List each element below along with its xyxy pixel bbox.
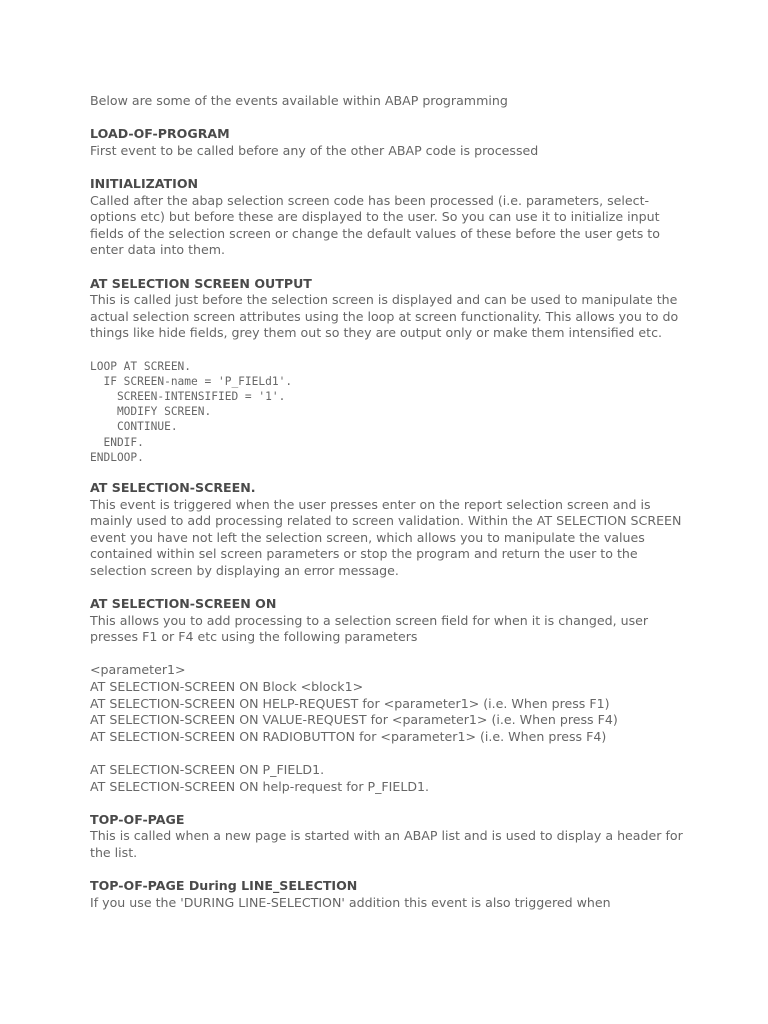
code-line: IF SCREEN-name = 'P_FIELd1'. [90, 374, 293, 388]
parameter-line: AT SELECTION-SCREEN ON Block <block1> [90, 679, 364, 695]
section-at-selection-screen-output [90, 276, 690, 342]
section-at-selection-screen-on [90, 596, 690, 646]
section-top-of-page-line-selection [90, 878, 690, 911]
section-heading: TOP-OF-PAGE [90, 811, 185, 827]
parameter-line: AT SELECTION-SCREEN ON RADIOBUTTON for <parameter1> (i.e. When press F4) [90, 728, 607, 744]
section-heading: AT SELECTION SCREEN OUTPUT [90, 275, 312, 291]
section-load-of-program [90, 126, 690, 159]
section-heading: LOAD-OF-PROGRAM [90, 126, 230, 142]
example-line: AT SELECTION-SCREEN ON help-request for P_FIELD1. [90, 778, 430, 794]
section-top-of-page [90, 812, 690, 862]
section-heading: TOP-OF-PAGE During LINE_SELECTION [90, 878, 358, 894]
section-text: This allows you to add processing to a selection screen field for when it is changed, user presses F1 or F4 etc using the following parameters [90, 612, 649, 645]
section-at-selection-screen [90, 480, 690, 580]
section-text: First event to be called before any of the other ABAP code is processed [90, 142, 539, 158]
example-line: AT SELECTION-SCREEN ON P_FIELD1. [90, 762, 325, 778]
section-initialization [90, 176, 690, 259]
code-line: CONTINUE. [90, 420, 178, 434]
code-block [90, 359, 690, 465]
document-page [90, 93, 690, 928]
parameter-line: AT SELECTION-SCREEN ON VALUE-REQUEST for <parameter1> (i.e. When press F4) [90, 712, 618, 728]
section-text: Called after the abap selection screen code has been processed (i.e. parameters, select-options etc) but before these are displayed to the user. So you can use it to initialize input fields of the selection screen or change the default values of these before the user gets to enter data into them. [90, 192, 660, 258]
parameter-list [90, 662, 690, 745]
section-text: This is called when a new page is started with an ABAP list and is used to display a header for the list. [90, 828, 683, 860]
section-text: This event is triggered when the user presses enter on the report selection screen and is mainly used to add processing related to screen validation. Within the AT SELECTION SCREEN event you have not left the selection screen, which allows you to manipulate the values contained within sel screen parameters or stop the program and return the user to the selection screen by displaying an error message. [90, 496, 682, 578]
parameter-line: <parameter1> [90, 662, 186, 678]
section-text: If you use the 'DURING LINE-SELECTION' addition this event is also triggered when [90, 894, 611, 910]
intro-text: Below are some of the events available within ABAP programming [90, 93, 508, 108]
section-text: This is called just before the selection screen is displayed and can be used to manipulate the actual selection screen attributes using the loop at screen functionality. This allows you to do things like hide fields, grey them out so they are output only or make them intensified etc. [90, 292, 679, 341]
code-line: SCREEN-INTENSIFIED = '1'. [90, 389, 286, 403]
intro-paragraph [90, 93, 690, 110]
code-line: MODIFY SCREEN. [90, 405, 212, 419]
section-heading: AT SELECTION-SCREEN ON [90, 596, 277, 612]
code-line: ENDIF. [90, 435, 144, 449]
code-line: LOOP AT SCREEN. [90, 359, 192, 373]
section-heading: INITIALIZATION [90, 175, 199, 191]
example-list [90, 762, 690, 795]
parameter-line: AT SELECTION-SCREEN ON HELP-REQUEST for <parameter1> (i.e. When press F1) [90, 695, 610, 711]
section-heading: AT SELECTION-SCREEN. [90, 479, 256, 495]
code-line: ENDLOOP. [90, 450, 144, 464]
